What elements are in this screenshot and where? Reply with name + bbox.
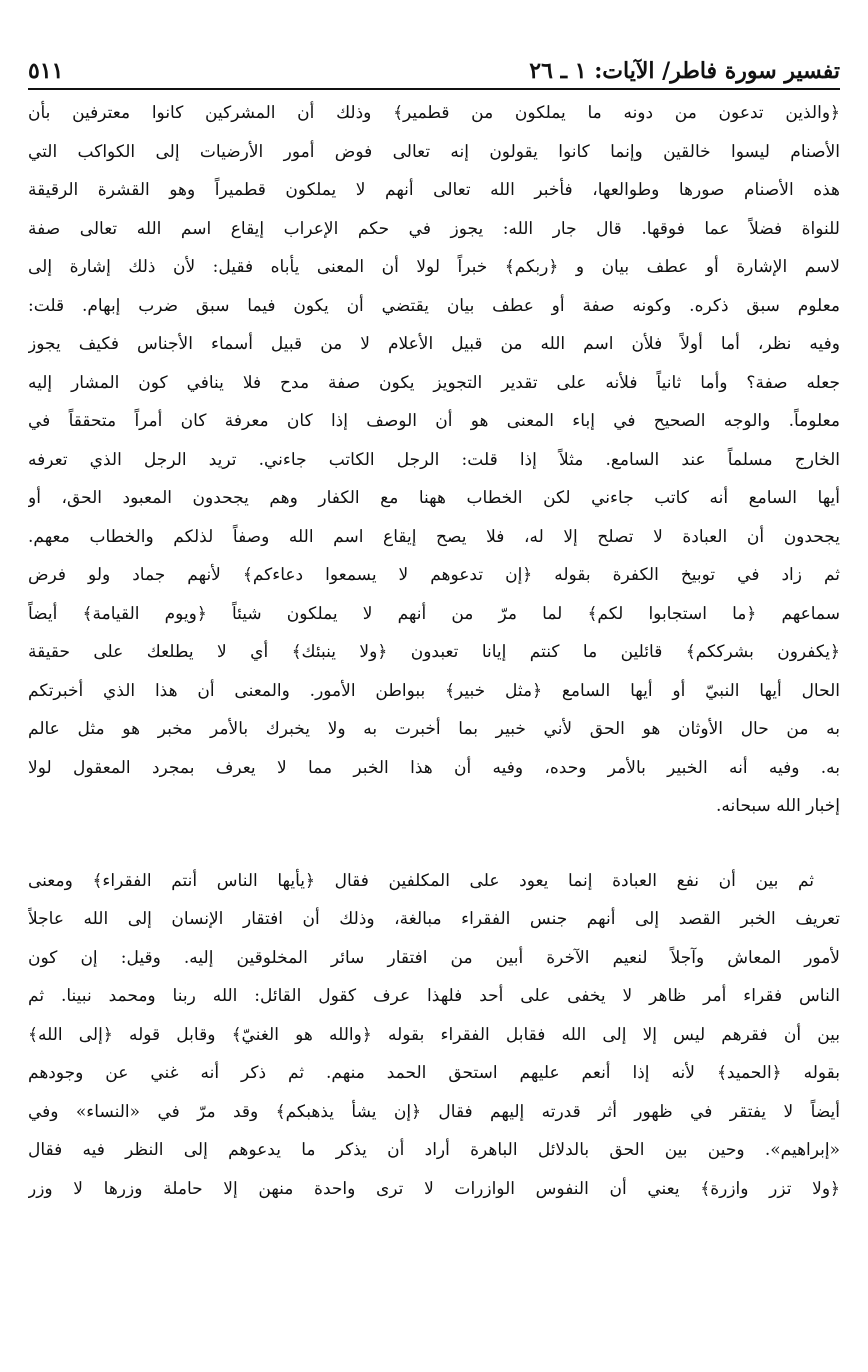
text-line: معلوم سبق ذكره. وكونه صفة أو عطف بيان يقتضي أن يكون فيما سبق ضرب إبهام. قلت: <box>28 295 840 316</box>
text-line: ثم بين أن نفع العبادة إنما يعود على المكلفين فقال ﴿يأيها الناس أنتم الفقراء﴾ ومعنى <box>28 870 814 891</box>
text-line: أيضاً لا يفتقر في ظهور أثر قدرته إليهم فقال ﴿إن يشأ يذهبكم﴾ وقد مرّ في «النساء» وفي <box>28 1101 840 1122</box>
text-line: تعريف الخبر القصد إلى أنهم جنس الفقراء مبالغة، وذلك أن افتقار الإنسان إلى الله عاجلاً <box>28 909 840 929</box>
page-number: ٥١١ <box>28 58 64 84</box>
text-line: ﴿يكفرون بشرككم﴾ قائلين ما كنتم إيانا تعبدون ﴿ولا ينبئك﴾ أي لا يطلعك على حقيقة <box>28 642 840 662</box>
text-line: لأمور المعاش وآجلاً لنعيم الآخرة أبين من افتقار سائر المخلوقين إليه. وقيل: إن كون <box>28 947 840 968</box>
text-line: ﴿والذين تدعون من دونه ما يملكون من قطمير﴾ وذلك أن المشركين كانوا معترفين بأن <box>28 103 840 123</box>
text-line: بين أن فقرهم ليس إلا إلى الله فقابل الفقراء بقوله ﴿والله هو الغنيّ﴾ وقابل قوله ﴿إلى الله﴾ <box>28 1024 840 1045</box>
text-line: سماعهم ﴿ما استجابوا لكم﴾ لما مرّ من أنهم لا يملكون شيئاً ﴿ويوم القيامة﴾ أيضاً <box>28 603 840 624</box>
paragraph <box>28 94 840 826</box>
text-line: معلوماً. والوجه الصحيح في إباء المعنى هو أن الوصف إذا كان معرفة كان أمراً متحققاً في <box>28 411 840 431</box>
text-line: يجحدون أن العبادة لا تصلح إلا له، فلا يصح إيقاع اسم الله وصفاً لذلكم والخطاب معهم. <box>28 526 840 547</box>
text-line: الحال أيها النبيّ أو أيها السامع ﴿مثل خبير﴾ ببواطن الأمور. والمعنى أن هذا الذي أخبرتكم <box>28 680 840 701</box>
text-line: إخبار الله سبحانه. <box>716 796 840 816</box>
text-line: هذه الأصنام صورها وطوالعها، فأخبر الله تعالى أنهم لا يملكون قطميراً وهو القشرة الرقيقة <box>28 180 840 200</box>
header-rule <box>28 88 840 90</box>
text-line: الأصنام ليسوا خالقين وإنما كانوا يقولون إنه تعالى فوض أمور الأرضيات إلى الكواكب التي <box>28 141 840 162</box>
page-body <box>28 94 840 1208</box>
text-line: للنواة فضلاً عما فوقها. قال جار الله: يجوز في حكم الإعراب إيقاع اسم الله تعالى صفة <box>28 218 840 239</box>
text-line: وفيه نظر، أما أولاً فلأن اسم الله من قبيل الأعلام لا من قبيل أسماء الأجناس فكيف يجوز <box>28 334 840 354</box>
text-line: الناس فقراء أمر ظاهر لا يخفى على أحد فلهذا عرف كقول القائل: الله ربنا ومحمد نبينا. ثم <box>28 986 840 1006</box>
paragraph <box>28 862 840 1209</box>
running-title: تفسير سورة فاطر/ الآيات: ١ ـ ٢٦ <box>529 58 840 84</box>
text-line: الخارج مسلماً عند السامع. مثلاً إذا قلت: الرجل الكاتب جاءني. تريد الرجل الذي تعرفه <box>28 449 840 470</box>
text-line: به من حال الأوثان هو الحق لأني خبير بما أخبرت به ولا يخبرك بالأمر مخبر هو مثل عالم <box>28 719 840 739</box>
text-line: لاسم الإشارة أو عطف بيان و ﴿ربكم﴾ خبراً لولا أن المعنى يأباه فقيل: لأن ذلك إشارة إلى <box>28 257 840 277</box>
running-header <box>28 44 840 84</box>
text-line: «إبراهيم». وحين بين الحق بالدلائل الباهرة أراد أن يذكر ما يدعوهم إلى النظر فيه فقال <box>28 1140 840 1160</box>
text-line: به. وفيه أنه الخبير بالأمر وحده، وفيه أن هذا الخبر مما لا يعرف بمجرد المعقول لولا <box>28 757 840 778</box>
text-line: ﴿ولا تزر وازرة﴾ يعني أن النفوس الوازرات لا ترى واحدة منهن إلا حاملة وزرها لا وزر <box>28 1178 840 1199</box>
text-line: جعله صفة؟ وأما ثانياً فلأنه على تقدير التجويز يكون صفة مدح فلا ينافي كون المشار إليه <box>28 372 840 393</box>
text-line: بقوله ﴿الحميد﴾ لأنه إذا أنعم عليهم استحق الحمد منهم. ثم ذكر أنه غني عن وجودهم <box>28 1063 840 1083</box>
paragraph-gap <box>28 826 840 862</box>
text-line: ثم زاد في توبيخ الكفرة بقوله ﴿إن تدعوهم لا يسمعوا دعاءكم﴾ لأنهم جماد ولو فرض <box>28 565 840 585</box>
text-line: أيها السامع أنه كاتب جاءني لكن الخطاب ههنا مع الكفار وهم يجحدون المعبود الحق، أو <box>28 488 840 508</box>
